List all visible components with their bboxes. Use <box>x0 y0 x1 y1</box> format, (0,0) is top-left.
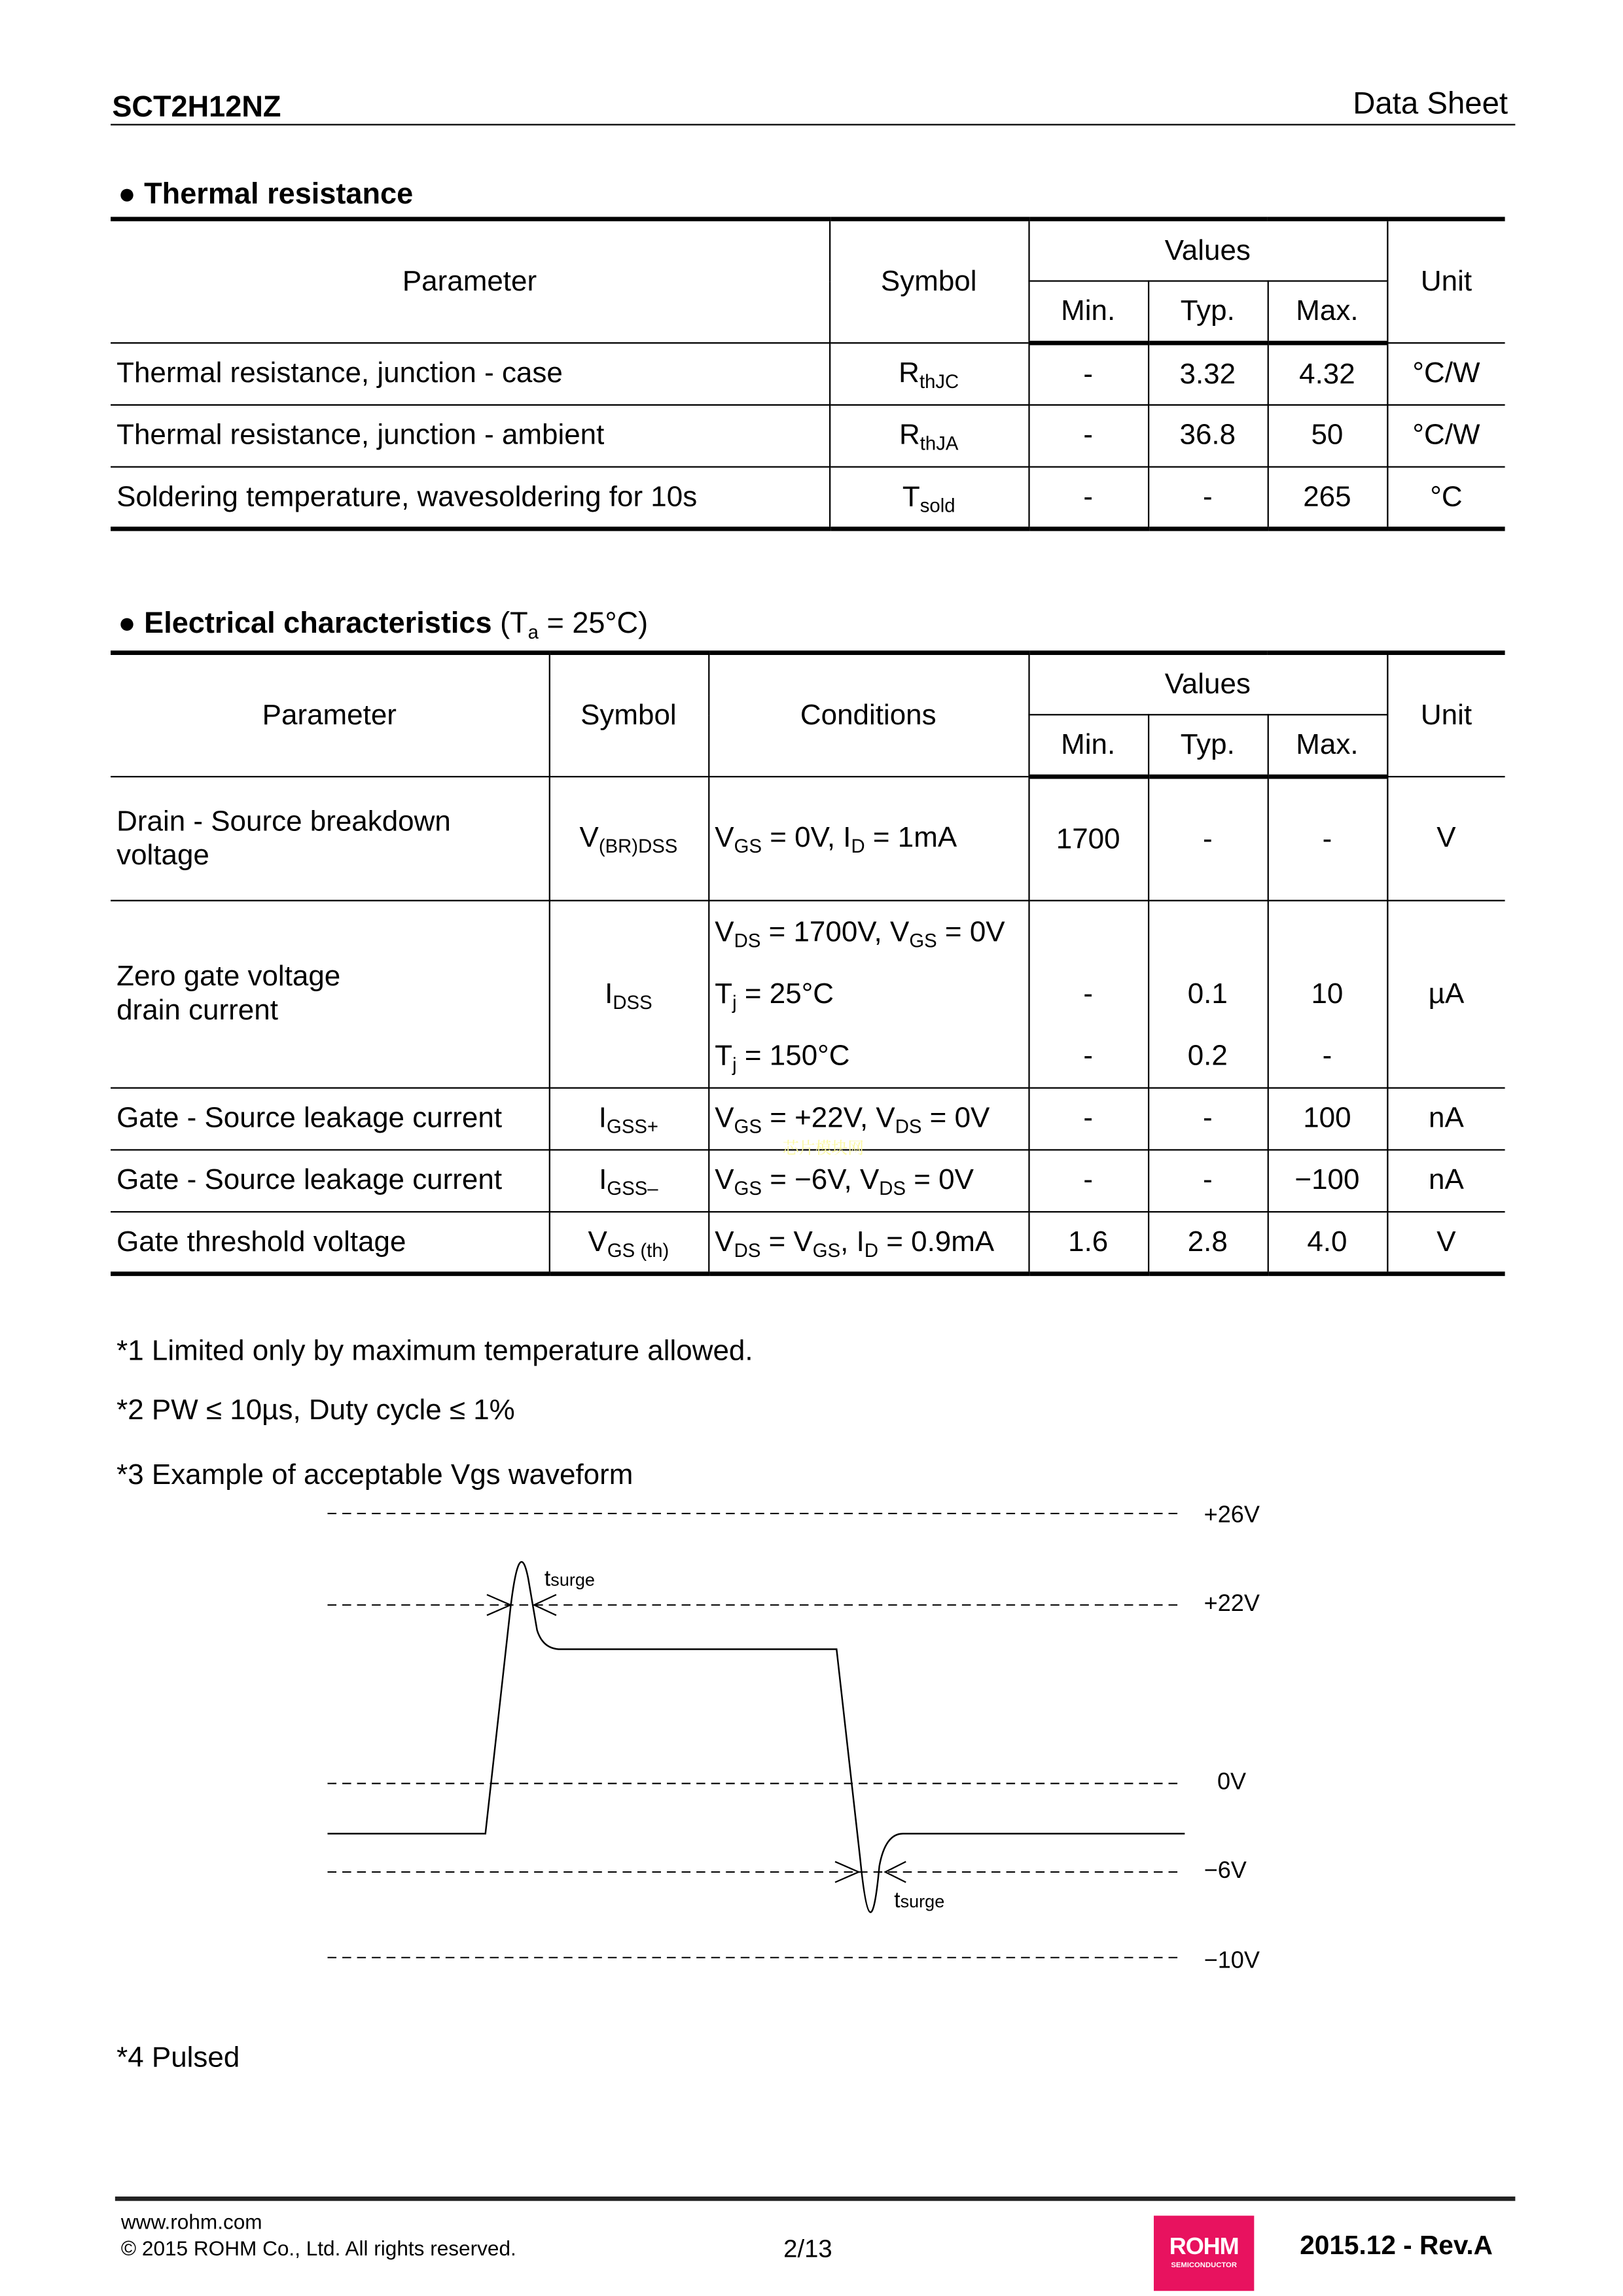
note-4: *4 Pulsed <box>116 2041 240 2074</box>
cell: 4.0 <box>1268 1212 1387 1274</box>
part-number: SCT2H12NZ <box>112 91 281 124</box>
cell: $R_{thJA}$ <box>829 405 1028 467</box>
note-2: *2 PW ≤ 10µs, Duty cycle ≤ 1% <box>116 1394 515 1427</box>
cell: - - <box>1028 900 1148 1087</box>
col-values: Values <box>1028 653 1387 715</box>
col-symbol: Symbol <box>549 653 708 777</box>
cell: $R_{thJC}$ <box>829 343 1028 405</box>
cell: 3.32 <box>1148 343 1268 405</box>
cell: V <box>1387 1212 1505 1274</box>
cell: 10 - <box>1268 900 1387 1087</box>
col-typ: Typ. <box>1148 281 1268 343</box>
surge-arrows <box>487 1595 906 1882</box>
cell: - <box>1028 1088 1148 1150</box>
doc-type: Data Sheet <box>1353 87 1508 121</box>
cell: - <box>1148 777 1268 900</box>
note-3: *3 Example of acceptable Vgs waveform <box>116 1458 633 1492</box>
cell: 265 <box>1268 467 1387 529</box>
cell: °C <box>1387 467 1505 529</box>
col-parameter: Parameter <box>111 653 549 777</box>
cell: 0.1 0.2 <box>1148 900 1268 1087</box>
cell: - <box>1028 405 1148 467</box>
col-typ: Typ. <box>1148 715 1268 777</box>
cell: - <box>1028 1150 1148 1212</box>
cell: $V_{DS} = 1700V$, $V_{GS} = 0V$ $T_j = 25^\circ C$ $T_j = 150^\circ C$ <box>708 900 1028 1087</box>
cell: nA <box>1387 1088 1505 1150</box>
cell: Drain - Source breakdown voltage <box>111 777 549 900</box>
cell: Gate threshold voltage <box>111 1212 549 1274</box>
note-1: *1 Limited only by maximum temperature allowed. <box>116 1335 753 1368</box>
col-max: Max. <box>1268 281 1387 343</box>
col-unit: Unit <box>1387 219 1505 343</box>
cell: 50 <box>1268 405 1387 467</box>
level-label: 0V <box>1217 1767 1247 1795</box>
footer-url[interactable]: www.rohm.com <box>120 2210 262 2234</box>
thermal-title-text: Thermal resistance <box>144 178 414 211</box>
level-label: +26V <box>1204 1500 1260 1528</box>
rohm-logo: ROHM SEMICONDUCTOR <box>1154 2216 1254 2291</box>
cell: $I_{GSS+}$ <box>549 1088 708 1150</box>
cell: $V_{(BR)DSS}$ <box>549 777 708 900</box>
tsurge-label-bottom: tsurge <box>894 1888 945 1913</box>
cell: $I_{GSS-}$ <box>549 1150 708 1212</box>
cell: Soldering temperature, wavesoldering for 10s <box>111 467 829 529</box>
revision: 2015.12 - Rev.A <box>1300 2230 1493 2260</box>
footer-copyright: © 2015 ROHM Co., Ltd. All rights reserved. <box>120 2236 516 2260</box>
cell: 1.6 <box>1028 1212 1148 1274</box>
col-values: Values <box>1028 219 1387 281</box>
cell: 1700 <box>1028 777 1148 900</box>
cell: - <box>1148 1150 1268 1212</box>
page-number: 2/13 <box>783 2234 832 2263</box>
tsurge-label-top: tsurge <box>544 1566 595 1591</box>
cell: 芯片模块网 $V_{GS} = -6V$, $V_{DS} = 0V$ <box>708 1150 1028 1212</box>
level-label: −6V <box>1204 1856 1247 1883</box>
level-label: −10V <box>1204 1946 1260 1973</box>
cell: - <box>1268 777 1387 900</box>
cell: $V_{GS} = 0V$, $I_D = 1mA$ <box>708 777 1028 900</box>
col-min: Min. <box>1028 281 1148 343</box>
cell: Thermal resistance, junction - ambient <box>111 405 829 467</box>
col-symbol: Symbol <box>829 219 1028 343</box>
cell: 2.8 <box>1148 1212 1268 1274</box>
cell: $V_{GS} = +22V$, $V_{DS} = 0V$ <box>708 1088 1028 1150</box>
cell: °C/W <box>1387 343 1505 405</box>
cell: Gate - Source leakage current <box>111 1150 549 1212</box>
cell: −100 <box>1268 1150 1387 1212</box>
col-min: Min. <box>1028 715 1148 777</box>
cell: 100 <box>1268 1088 1387 1150</box>
cell: Gate - Source leakage current <box>111 1088 549 1150</box>
cell: $V_{DS} = V_{GS}$, $I_D = 0.9mA$ <box>708 1212 1028 1274</box>
cell: $I_{DSS}$ <box>549 900 708 1087</box>
level-label: +22V <box>1204 1589 1260 1616</box>
col-parameter: Parameter <box>111 219 829 343</box>
cell: - <box>1148 467 1268 529</box>
waveform-trace <box>327 1562 1185 1913</box>
thermal-section-title: ● Thermal resistance <box>118 178 414 211</box>
electrical-section-title: ● Electrical characteristics $(T_a = 25^\circ C)$ <box>118 607 649 643</box>
cell: Thermal resistance, junction - case <box>111 343 829 405</box>
footer-divider <box>115 2197 1516 2201</box>
cell: - <box>1148 1088 1268 1150</box>
cell: °C/W <box>1387 405 1505 467</box>
cell: µA <box>1387 900 1505 1087</box>
watermark: 芯片模块网 <box>783 1140 865 1158</box>
cell: Zero gate voltage drain current <box>111 900 549 1087</box>
col-unit: Unit <box>1387 653 1505 777</box>
cell: V <box>1387 777 1505 900</box>
col-max: Max. <box>1268 715 1387 777</box>
cell: - <box>1028 467 1148 529</box>
cell: 36.8 <box>1148 405 1268 467</box>
cell: $T_{sold}$ <box>829 467 1028 529</box>
cell: $V_{GS (th)}$ <box>549 1212 708 1274</box>
col-conditions: Conditions <box>708 653 1028 777</box>
cell: - <box>1028 343 1148 405</box>
cell: 4.32 <box>1268 343 1387 405</box>
cell: nA <box>1387 1150 1505 1212</box>
